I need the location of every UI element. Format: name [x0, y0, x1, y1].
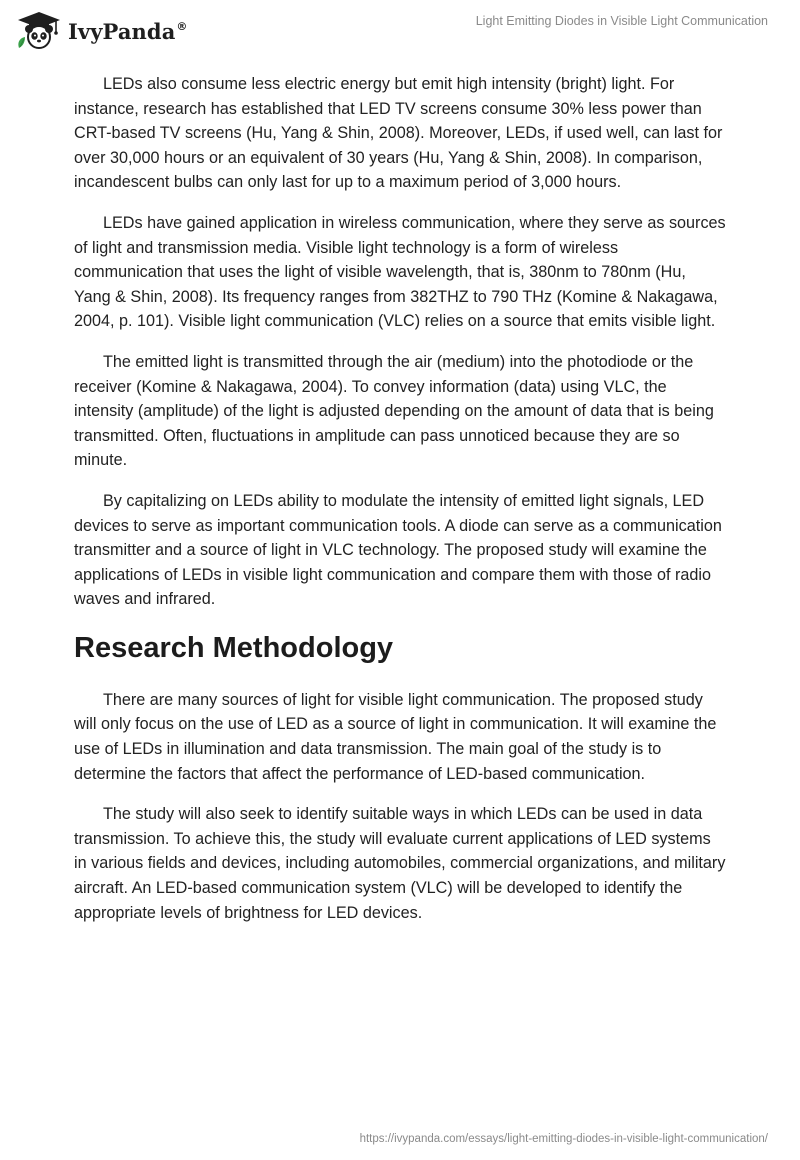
logo-text: IvyPanda — [68, 18, 176, 44]
logo[interactable] — [14, 8, 188, 52]
paragraph: LEDs have gained application in wireless communication, where they serve as sources of light and transmission media. Visible light technology is a form of wireless communication that uses the light of visible wavelength, that is, 380nm to 780nm (Hu, Yang & Shin, 2008). Its frequency ranges from 382THZ to 790 THz (Komine & Nakagawa, 2004, p. 101). Visible light communication (VLC) relies on a source that emits visible light. — [74, 213, 726, 331]
page-header — [0, 0, 800, 60]
paragraph: By capitalizing on LEDs ability to modulate the intensity of emitted light signals, LED devices to serve as important communication tools. A diode can serve as a communication transmitter and a source of light in VLC technology. The proposed study will examine the applications of LEDs in visible light communication and compare them with those of radio waves and infrared. — [74, 491, 722, 609]
paragraph: The study will also seek to identify suitable ways in which LEDs can be used in data transmission. To achieve this, the study will evaluate current applications of LED systems in various fields and devices, including automobiles, commercial organizations, and military aircraft. An LED-based communication system (VLC) will be developed to identify the appropriate levels of brightness for LED devices. — [74, 805, 726, 922]
running-title: Light Emitting Diodes in Visible Light Communication — [475, 14, 768, 28]
paragraph: There are many sources of light for visible light communication. The proposed study will only focus on the use of LED as a source of light in communication. It will examine the use of LEDs in illumination and data transmission. The main goal of the study is to determine the factors that affect the performance of LED-based communication. — [74, 690, 717, 783]
essay-body — [74, 72, 726, 941]
paragraph: The emitted light is transmitted through the air (medium) into the photodiode or the receiver (Komine & Nakagawa, 2004). To convey information (data) using VLC, the intensity (amplitude) of the light is adjusted depending on the amount of data that is being transmitted. Often, fluctuations in amplitude can pass unnoticed because they are so minute. — [74, 352, 714, 470]
paragraph: LEDs also consume less electric energy but emit high intensity (bright) light. For instance, research has established that LED TV screens consume 30% less power than CRT-based TV screens (Hu, Yang & Shin, 2008). Moreover, LEDs, if used well, can last for over 30,000 hours or an equivalent of 30 years (Hu, Yang & Shin, 2008). In comparison, incandescent bulbs can only last for up to a maximum period of 3,000 hours. — [74, 75, 723, 192]
section-heading: Research Methodology — [74, 631, 394, 664]
panda-graduation-cap-icon — [14, 10, 64, 50]
registered-mark: ® — [176, 19, 188, 33]
source-url[interactable]: https://ivypanda.com/essays/light-emitting-diodes-in-visible-light-communication/ — [359, 1133, 768, 1145]
logo-wordmark — [68, 19, 188, 44]
